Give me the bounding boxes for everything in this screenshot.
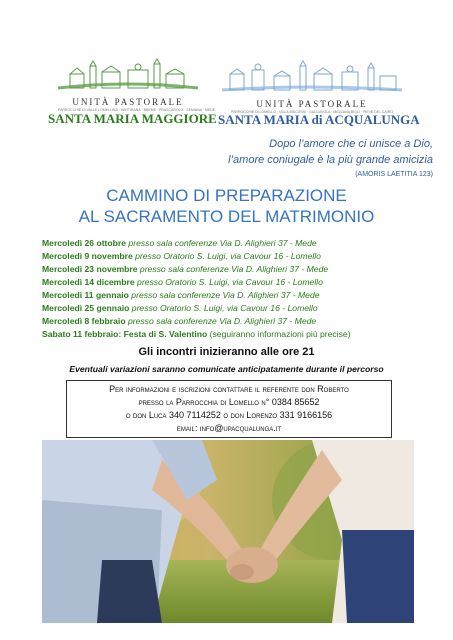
right-parish-name-part1: SANTA MARIA di (218, 112, 326, 127)
start-time-note: Gli incontri inizieranno alle ore 21 (138, 346, 315, 358)
right-unit-label: UNITÀ PASTORALE (256, 99, 368, 109)
left-small-text: PARROCCHIE DI VALLE LOMELLINA · SARTIRANA · BREME · FRASCAROLO · SEMIANA · MEDE (58, 108, 216, 112)
title-line-1: CAMMINO DI PREPARAZIONE (106, 186, 347, 205)
right-parish-name-part2: ACQUALUNGA (325, 112, 420, 127)
schedule-item: Mercoledì 9 novembre presso Oratorio S. Luigi, via Cavour 16 - Lomello (42, 251, 321, 261)
couple-photo-art (42, 440, 414, 623)
couple-holding-hands-photo (42, 440, 414, 623)
quote-line-1: Dopo l’amore che ci unisce a Dio, (269, 138, 433, 150)
schedule-item: Mercoledì 25 gennaio presso Oratorio S. Luigi, via Cavour 16 - Lomello (42, 303, 318, 313)
schedule-item: Mercoledì 11 gennaio presso sala conferenze Via D. Alighieri 37 - Mede (42, 290, 320, 300)
left-unit-label: UNITÀ PASTORALE (72, 97, 184, 107)
quote-reference: (AMORIS LAETITIA 123) (355, 171, 433, 178)
church-skyline-left-art (58, 58, 198, 96)
church-skyline-right-art (222, 60, 402, 96)
title-line-2: AL SACRAMENTO DEL MATRIMONIO (78, 207, 375, 226)
contact-line-1: Per informazioni e iscrizioni contattare il referente don Roberto (109, 384, 349, 394)
left-parish-name: SANTA MARIA MAGGIORE (48, 111, 217, 126)
contact-email[interactable]: email: info@upacqualunga.it (176, 423, 282, 433)
right-parish-name (218, 112, 420, 128)
schedule-item: Mercoledì 14 dicembre presso Oratorio S. Luigi, via Cavour 16 - Lomello (42, 277, 323, 287)
contact-line-3: o don Luca 340 7114252 o don Lorenzo 331 9166156 (125, 410, 333, 420)
quote-line-2: l’amore coniugale è la più grande amicizia (228, 154, 433, 166)
right-small-text: PARROCCHIE DI LOMELLO · VILLA BISCOSSI · GALLIAVOLA · MEZZANA BIGLI · PIEVE DEL CAIRO (231, 110, 393, 114)
schedule-item: Mercoledì 26 ottobre presso sala conferenze Via D. Alighieri 37 - Mede (42, 238, 317, 248)
schedule-item: Mercoledì 8 febbraio presso sala conferenze Via D. Alighieri 37 - Mede (42, 316, 317, 326)
variation-note: Eventuali variazioni saranno comunicate anticipatamente durante il percorso (69, 364, 384, 374)
contact-box (66, 380, 392, 438)
schedule-item: Mercoledì 23 novembre presso sala conferenze Via D. Alighieri 37 - Mede (42, 264, 329, 274)
schedule-item: Sabato 11 febbraio: Festa di S. Valentino (seguiranno informazioni più precise) (42, 329, 351, 339)
contact-line-2: presso la Parrocchia di Lomello n° 0384 85652 (138, 397, 320, 407)
